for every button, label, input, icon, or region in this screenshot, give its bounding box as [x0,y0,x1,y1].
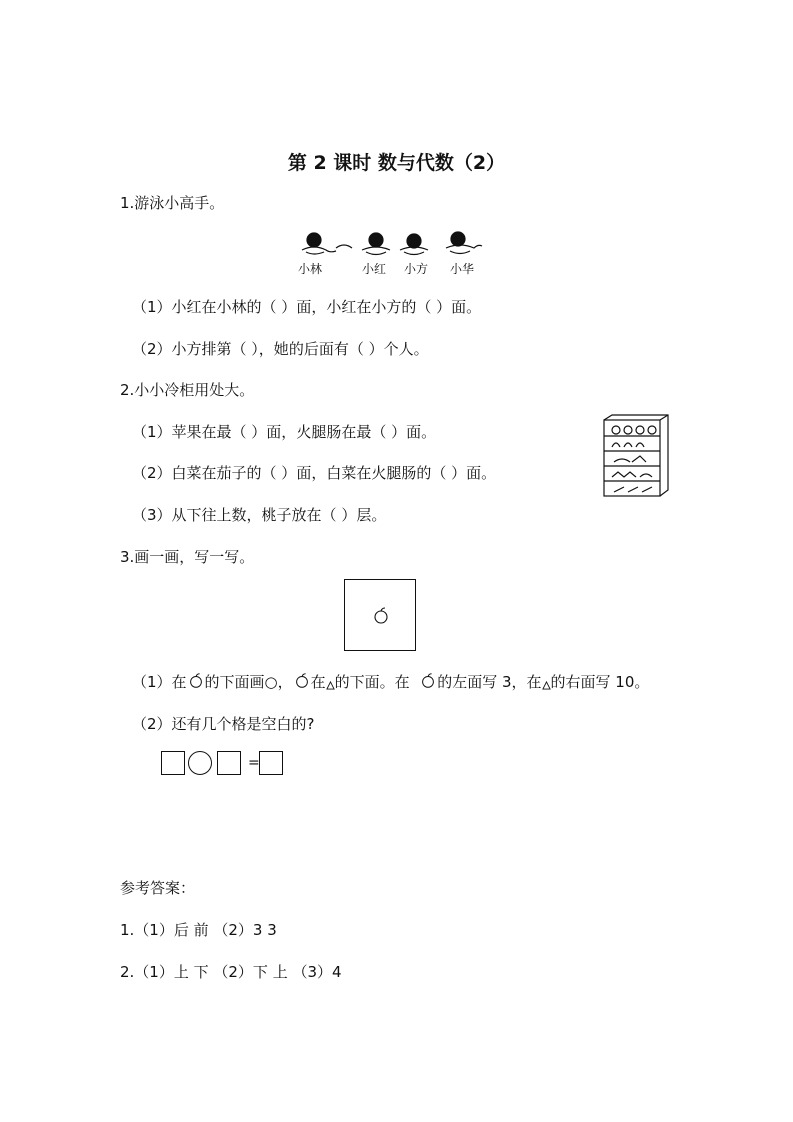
question-2-part-2: （2）白菜在茄子的（ ）面，白菜在火腿肠的（ ）面。 [132,464,497,482]
apple-icon [293,672,311,690]
answer-2: 2.（1）上 下 （2）下 上 （3）4 [120,963,342,981]
triangle-icon [326,681,335,690]
part-1-text-f: 的右面写 10。 [550,673,650,691]
apple-icon [187,672,205,690]
question-3-heading: 3.画一画，写一写。 [120,548,255,566]
apple-icon [419,672,437,690]
part-1-text-e: 的左面写 3，在 [437,673,542,691]
swimmer-label: 小方 [404,262,429,276]
fridge-illustration [602,414,670,498]
apple-icon [371,606,391,626]
question-1-part-2: （2）小方排第（ ），她的后面有（ ）个人。 [132,340,429,358]
question-2-heading: 2.小小冷柜用处大。 [120,381,255,399]
answer-1: 1.（1）后 前 （2）3 3 [120,921,277,939]
question-2-part-1: （1）苹果在最（ ）面，火腿肠在最（ ）面。 [132,423,437,441]
question-3-part-2: （2）还有几个格是空白的? [132,715,315,733]
answer-box[interactable] [259,751,283,775]
swimmer-label: 小华 [450,262,475,276]
part-1-text-c: 在 [310,673,326,691]
equals-sign: = [248,755,260,771]
answers-heading: 参考答案： [120,879,196,897]
triangle-icon [542,681,551,690]
answer-box[interactable] [161,751,185,775]
part-1-text-d: 的下面。在 [334,673,410,691]
question-3-part-1 [132,671,649,692]
drawing-grid-box [344,579,416,651]
part-1-text-b: 的下面画○， [204,673,293,691]
page-title: 第 2 课时 数与代数（2） [287,152,506,174]
operator-circle[interactable] [188,751,212,775]
answer-box[interactable] [217,751,241,775]
part-1-text-a: （1）在 [132,673,187,691]
swimmer-label: 小林 [298,262,323,276]
question-2-part-3: （3）从下往上数，桃子放在（ ）层。 [132,506,387,524]
question-1-heading: 1.游泳小高手。 [120,194,225,212]
swimmer-label: 小红 [362,262,387,276]
question-1-part-1: （1）小红在小林的（ ）面，小红在小方的（ ）面。 [132,298,482,316]
